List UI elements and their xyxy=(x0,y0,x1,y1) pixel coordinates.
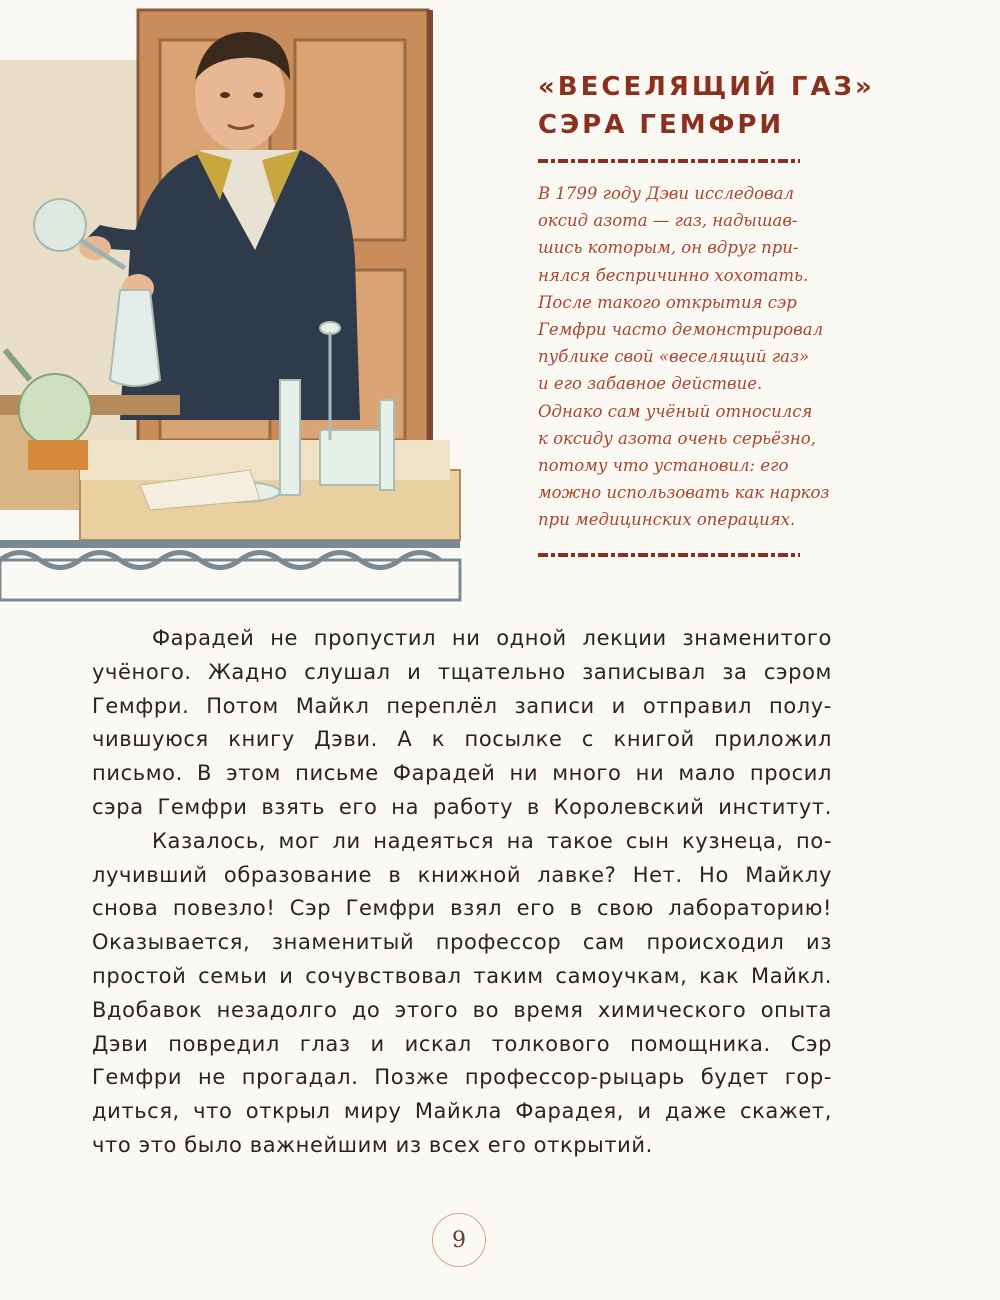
body-line: Дэви повредил глаз и искал толкового помощника. Сэр xyxy=(92,1031,832,1056)
body-line: что это было важнейшим из всех его открытий. xyxy=(92,1132,653,1157)
sidebar-text-line: к оксиду азота очень серьёзно, xyxy=(538,428,816,448)
sidebar-text-line: нялся беспричинно хохотать. xyxy=(538,265,809,285)
decorative-rule-bottom xyxy=(538,552,800,558)
sidebar-text-line: Гемфри часто демонстрировал xyxy=(538,320,824,340)
sidebar-text-line: оксид азота — газ, надышав- xyxy=(538,211,798,231)
body-line: Вдобавок незадолго до этого во время химического опыта xyxy=(92,997,832,1022)
sidebar-title-line: СЭРА ГЕМФРИ xyxy=(538,110,785,140)
page-number: 9 xyxy=(432,1213,486,1267)
body-line: письмо. В этом письме Фарадей ни много ни мало просил xyxy=(92,761,832,786)
body-line: простой семьи и сочувствовал таким самоучкам, как Майкл. xyxy=(92,963,832,988)
body-line: Гемфри. Потом Майкл переплёл записи и отправил полу- xyxy=(92,693,832,718)
body-line: снова повезло! Сэр Гемфри взял его в свою лабораторию! xyxy=(92,896,832,921)
body-line: Фарадей не пропустил ни одной лекции знаменитого xyxy=(152,626,832,650)
sidebar-text-line: потому что установил: его xyxy=(538,456,789,476)
sidebar-text-line: публике свой «веселящий газ» xyxy=(538,347,810,367)
sidebar-text-line: После такого открытия сэр xyxy=(538,292,797,312)
sidebar-title xyxy=(538,68,875,144)
sidebar-text-line: и его забавное действие. xyxy=(538,374,763,394)
body-line: Гемфри не прогадал. Позже профессор-рыцарь будет гор- xyxy=(92,1065,832,1090)
sidebar-title-line: «ВЕСЕЛЯЩИЙ ГАЗ» xyxy=(538,72,875,102)
sidebar-text xyxy=(538,180,840,534)
illustration-svg xyxy=(0,0,470,612)
body-line: Оказывается, знаменитый профессор сам происходил из xyxy=(92,930,832,955)
sidebar-text-line: при медицинских операциях. xyxy=(538,510,796,530)
sidebar-text-line: Однако сам учёный относился xyxy=(538,401,813,421)
sidebar-text-line: шись которым, он вдруг при- xyxy=(538,238,799,258)
body-text xyxy=(92,622,832,1163)
sidebar-text-line: В 1799 году Дэви исследовал xyxy=(538,184,794,203)
body-line: учёного. Жадно слушал и тщательно записывал за сэром xyxy=(92,659,832,684)
body-line: чившуюся книгу Дэви. А к посылке с книгой приложил xyxy=(92,727,832,752)
sidebar-text-line: можно использовать как наркоз xyxy=(538,483,830,503)
sidebar-note xyxy=(520,50,875,562)
decorative-rule-top xyxy=(538,158,800,164)
body-line: сэра Гемфри взять его на работу в Королевский институт. xyxy=(92,794,832,819)
body-line: Казалось, мог ли надеяться на такое сын кузнеца, по- xyxy=(152,828,832,853)
illustration-davy-laboratory xyxy=(0,0,470,612)
body-line: лучивший образование в книжной лавке? Нет. Но Майклу xyxy=(92,862,832,887)
body-line: диться, что открыл миру Майкла Фарадея, и даже скажет, xyxy=(92,1099,832,1124)
